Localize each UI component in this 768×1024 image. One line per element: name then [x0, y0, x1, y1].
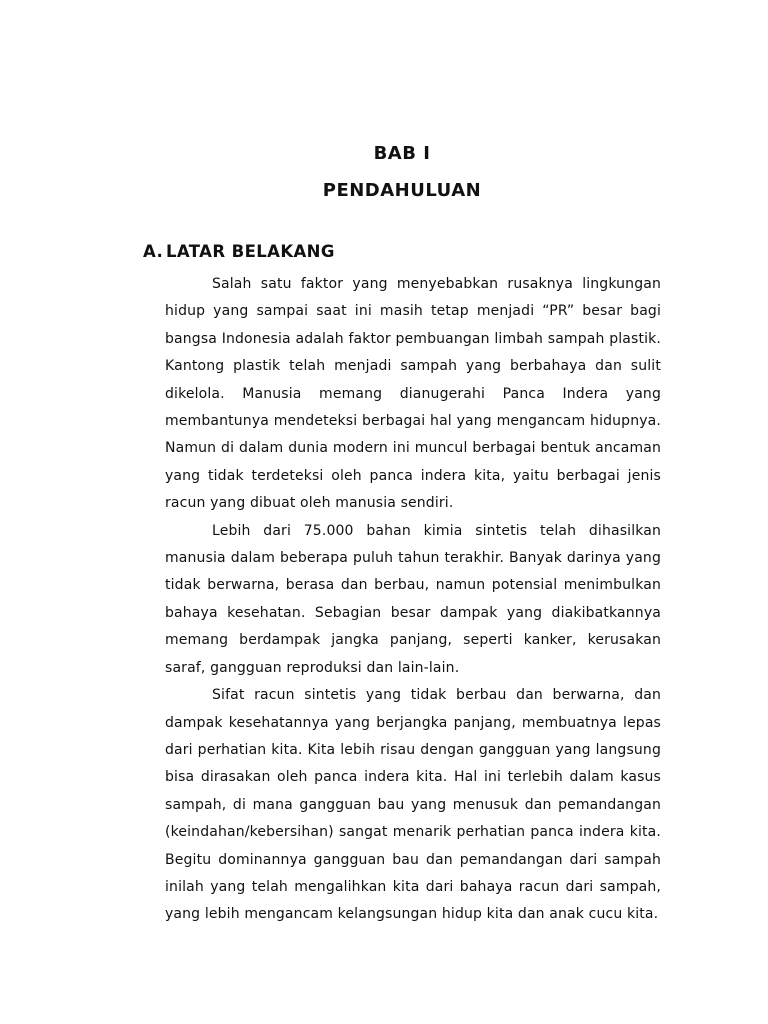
section-title: LATAR BELAKANG	[166, 242, 335, 261]
paragraph-1: Salah satu faktor yang menyebabkan rusaknya lingkungan hidup yang sampai saat ini masih tetap menjadi “PR” besar bagi bangsa Indonesia adalah faktor pembuangan limbah sampah plastik. Kantong plastik telah menjadi sampah yang berbahaya dan sulit dikelola. Manusia memang dianugerahi Panca Indera yang membantunya mendeteksi berbagai hal yang mengancam hidupnya. Namun di dalam dunia modern ini muncul berbagai bentuk ancaman yang tidak terdeteksi oleh panca indera kita, yaitu berbagai jenis racun yang dibuat oleh manusia sendiri.	[165, 276, 661, 512]
body-text	[165, 271, 661, 929]
chapter-title: PENDAHULUAN	[322, 180, 482, 201]
section-marker: A.	[143, 242, 164, 261]
chapter-number: BAB I	[373, 143, 431, 164]
section-heading	[143, 242, 335, 261]
paragraph-3: Sifat racun sintetis yang tidak berbau dan berwarna, dan dampak kesehatannya yang berjangka panjang, membuatnya lepas dari perhatian kita. Kita lebih risau dengan gangguan yang langsung bisa dirasakan oleh panca indera kita. Hal ini terlebih dalam kasus sampah, di mana gangguan bau yang menusuk dan pemandangan (keindahan/kebersihan) sangat menarik perhatian panca indera kita. Begitu dominannya gangguan bau dan pemandangan dari sampah inilah yang telah mengalihkan kita dari bahaya racun dari sampah, yang lebih mengancam kelangsungan hidup kita dan anak cucu kita.	[165, 687, 661, 923]
paragraph-2: Lebih dari 75.000 bahan kimia sintetis telah dihasilkan manusia dalam beberapa puluh tahun terakhir. Banyak darinya yang tidak berwarna, berasa dan berbau, namun potensial menimbulkan bahaya kesehatan. Sebagian besar dampak yang diakibatkannya memang berdampak jangka panjang, seperti kanker, kerusakan saraf, gangguan reproduksi dan lain-lain.	[165, 522, 661, 676]
